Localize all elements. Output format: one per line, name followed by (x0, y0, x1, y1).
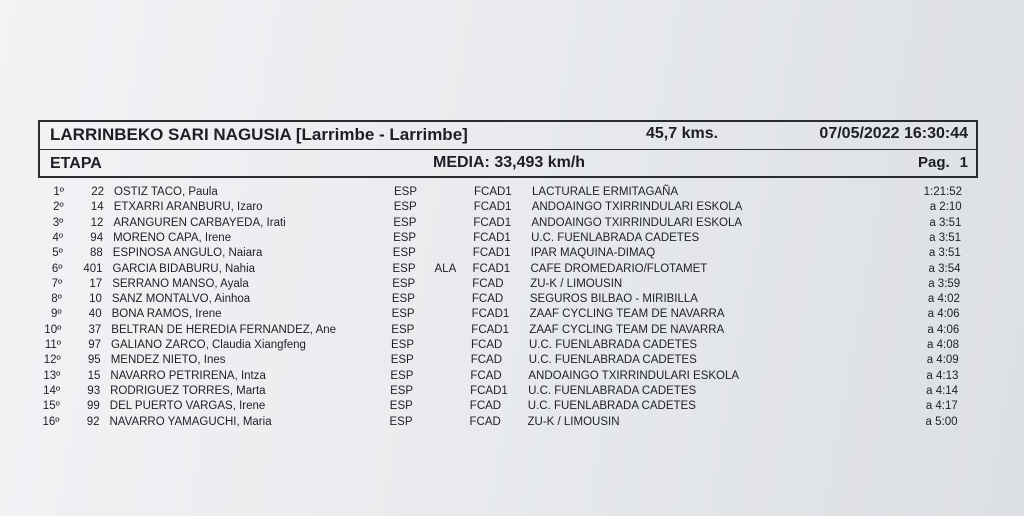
result-time: a 3:51 (928, 247, 961, 260)
header-divider (40, 149, 976, 150)
result-nationality: ESP (392, 247, 416, 260)
result-rider-name: MORENO CAPA, Irene (113, 231, 232, 244)
result-position: 6º (51, 262, 63, 275)
result-position: 3º (52, 216, 64, 229)
result-time: a 4:06 (927, 323, 960, 336)
average-speed: MEDIA: 33,493 km/h (433, 154, 586, 171)
result-rider-name: MENDEZ NIETO, Ines (110, 354, 226, 367)
result-bib-number: 10 (89, 293, 102, 306)
result-nationality: ESP (392, 262, 416, 275)
result-bib-number: 88 (90, 247, 103, 260)
result-level: FCAD (469, 415, 501, 428)
result-position: 16º (42, 415, 60, 428)
result-level: FCAD1 (472, 247, 511, 260)
result-time: a 4:17 (925, 400, 958, 413)
result-position: 11º (44, 339, 61, 351)
result-bib-number: 17 (89, 277, 103, 290)
result-position: 4º (52, 231, 64, 244)
result-time: a 4:14 (926, 384, 959, 397)
result-bib-number: 14 (90, 201, 104, 214)
result-team: LACTURALE ERMITAGAÑA (532, 186, 679, 198)
result-time: a 3:51 (929, 216, 962, 229)
result-team: ANDOAINGO TXIRRINDULARI ESKOLA (531, 201, 743, 214)
result-level: FCAD (470, 369, 502, 382)
result-level: FCAD1 (473, 231, 511, 244)
result-nationality: ESP (390, 354, 414, 367)
result-rider-name: SANZ MONTALVO, Ainhoa (111, 293, 251, 306)
result-time: a 4:13 (926, 369, 959, 382)
result-level: FCAD1 (471, 308, 510, 321)
result-time: a 4:02 (927, 293, 960, 306)
result-level: FCAD1 (473, 216, 512, 229)
result-time: a 4:09 (926, 354, 959, 367)
result-rider-name: RODRIGUEZ TORRES, Marta (110, 384, 266, 397)
result-nationality: ESP (391, 323, 415, 336)
result-team: U.C. FUENLABRADA CADETES (528, 354, 697, 367)
result-nationality: ESP (394, 186, 418, 198)
result-level: FCAD1 (472, 262, 511, 275)
result-team: ZU-K / LIMOUSIN (530, 277, 623, 290)
result-rider-name: DEL PUERTO VARGAS, Irene (109, 400, 266, 413)
result-position: 8º (51, 293, 62, 306)
result-rider-name: BONA RAMOS, Irene (111, 308, 222, 321)
result-rider-name: NAVARRO YAMAGUCHI, Maria (109, 415, 272, 428)
result-nationality: ESP (391, 339, 415, 351)
result-level: FCAD (469, 400, 502, 413)
page-number: 1 (959, 154, 968, 171)
result-nationality: ESP (393, 201, 417, 214)
result-position: 9º (50, 308, 62, 321)
result-rider-name: BELTRAN DE HEREDIA FERNANDEZ, Ane (111, 323, 337, 336)
page-indicator (918, 154, 968, 171)
result-nationality: ESP (389, 415, 413, 428)
result-time: a 3:54 (928, 262, 961, 275)
race-datetime: 07/05/2022 16:30:44 (819, 125, 968, 142)
result-position: 15º (42, 400, 60, 413)
result-time: a 3:59 (928, 277, 961, 290)
result-team: U.C. FUENLABRADA CADETES (527, 400, 696, 413)
result-level: FCAD1 (473, 201, 512, 214)
result-nationality: ESP (390, 369, 414, 382)
result-team: U.C. FUENLABRADA CADETES (529, 339, 698, 351)
result-rider-name: NAVARRO PETRIRENA, Intza (110, 369, 266, 382)
result-time: a 2:10 (929, 201, 962, 214)
race-distance: 45,7 kms. (646, 125, 719, 142)
result-bib-number: 37 (88, 323, 102, 336)
result-time: a 4:06 (927, 308, 960, 321)
stage-label: ETAPA (50, 155, 102, 172)
result-nationality: ESP (392, 277, 416, 290)
result-team: ZAAF CYCLING TEAM DE NAVARRA (529, 323, 725, 336)
result-rider-name: SERRANO MANSO, Ayala (112, 277, 249, 290)
result-team: CAFE DROMEDARIO/FLOTAMET (530, 262, 708, 275)
result-bib-number: 15 (87, 369, 101, 382)
result-position: 12º (43, 354, 61, 367)
result-level: FCAD (471, 339, 503, 351)
result-time: a 5:00 (925, 415, 958, 428)
result-team: U.C. FUENLABRADA CADETES (528, 384, 697, 397)
result-team: U.C. FUENLABRADA CADETES (531, 231, 700, 244)
result-level: FCAD (472, 277, 504, 290)
result-bib-number: 12 (90, 216, 104, 229)
result-time: a 3:51 (929, 231, 962, 244)
result-nationality: ESP (390, 384, 414, 397)
result-team: SEGUROS BILBAO - MIRIBILLA (529, 293, 698, 306)
result-nationality: ESP (393, 216, 417, 229)
result-nationality: ESP (389, 400, 413, 413)
result-bib-number: 97 (88, 339, 101, 351)
result-position: 13º (43, 369, 61, 382)
result-position: 2º (53, 201, 64, 214)
result-level: FCAD1 (470, 384, 508, 397)
result-rider-name: GARCIA BIDABURU, Nahia (112, 262, 256, 275)
race-header (38, 120, 978, 178)
result-position: 14º (43, 384, 61, 397)
result-bib-number: 92 (86, 415, 100, 428)
result-bib-number: 40 (88, 308, 102, 321)
result-bib-number: 401 (83, 262, 103, 275)
result-team: ANDOAINGO TXIRRINDULARI ESKOLA (531, 216, 743, 229)
result-bib-number: 22 (91, 186, 104, 198)
page-label: Pag. (917, 154, 950, 171)
result-position: 7º (51, 277, 63, 290)
result-rider-name: ESPINOSA ANGULO, Naiara (112, 247, 263, 260)
result-bib-number: 95 (87, 354, 101, 367)
result-rider-name: ETXARRI ARANBURU, Izaro (113, 201, 263, 214)
result-position: 10º (44, 323, 62, 336)
result-level: FCAD (470, 354, 502, 367)
result-nationality: ESP (391, 293, 415, 306)
result-time: a 4:08 (927, 339, 959, 351)
result-category: ALA (434, 262, 457, 275)
result-time: 1:21:52 (923, 186, 962, 198)
result-position: 1º (53, 186, 64, 198)
result-team: IPAR MAQUINA-DIMAQ (530, 247, 656, 260)
result-rider-name: GALIANO ZARCO, Claudia Xiangfeng (111, 339, 306, 351)
result-level: FCAD1 (471, 323, 509, 336)
result-rider-name: OSTIZ TACO, Paula (114, 186, 218, 198)
result-nationality: ESP (391, 308, 415, 321)
race-title: LARRINBEKO SARI NAGUSIA [Larrimbe - Larrimbe] (50, 125, 468, 144)
result-bib-number: 94 (90, 231, 104, 244)
result-level: FCAD (471, 293, 504, 306)
result-team: ANDOAINGO TXIRRINDULARI ESKOLA (528, 369, 740, 382)
result-bib-number: 93 (87, 384, 101, 397)
result-level: FCAD1 (474, 186, 512, 198)
result-nationality: ESP (393, 231, 417, 244)
result-team: ZU-K / LIMOUSIN (527, 415, 620, 428)
result-bib-number: 99 (87, 400, 100, 413)
result-team: ZAAF CYCLING TEAM DE NAVARRA (529, 308, 725, 321)
result-rider-name: ARANGUREN CARBAYEDA, Irati (113, 216, 286, 229)
result-position: 5º (52, 247, 63, 260)
